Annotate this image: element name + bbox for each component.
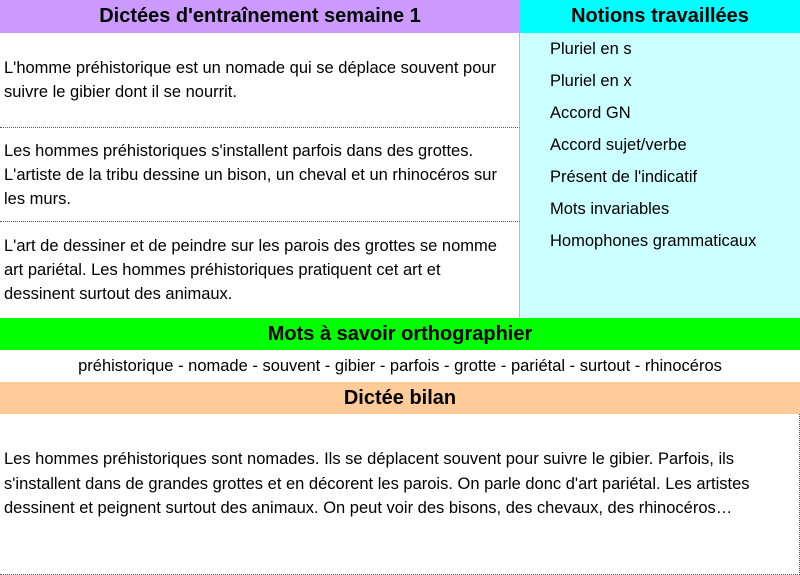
bilan-text: Les hommes préhistoriques sont nomades. Ils se déplacent souvent pour suivre le gibier. Parfois, ils s'installent dans de grandes grottes et en décorent les parois. On parle donc d'art pariétal. Les artistes dessinent et peignent surtout des animaux. On peut voir des bisons, des chevaux, des rhinocéros… [4, 450, 750, 517]
notions-header-title: Notions travaillées [571, 5, 749, 27]
bilan-header [0, 382, 800, 414]
dictee-2 [0, 128, 520, 222]
mots-list-text: préhistorique - nomade - souvent - gibier - parfois - grotte - pariétal - surtout - rhinocéros [78, 357, 722, 375]
notion-item: Mots invariables [550, 200, 670, 218]
notion-item: Accord GN [550, 104, 631, 122]
notion-item: Accord sujet/verbe [550, 136, 687, 154]
notions-list [520, 33, 800, 318]
bilan-header-title: Dictée bilan [343, 387, 457, 409]
dictee-2-text: Les hommes préhistoriques s'installent parfois dans des grottes. L'artiste de la tribu dessine un bison, un cheval et un rhinocéros sur les murs. [4, 141, 497, 208]
dictees-header [0, 0, 520, 33]
dictee-3 [0, 222, 520, 318]
dictee-1-text: L'homme préhistorique est un nomade qui se déplace souvent pour suivre le gibier dont il se nourrit. [4, 59, 497, 101]
notion-item: Homophones grammaticaux [550, 232, 757, 250]
dictees-header-title: Dictées d'entraînement semaine 1 [99, 5, 421, 27]
mots-list [0, 350, 800, 382]
mots-header [0, 318, 800, 350]
mots-header-title: Mots à savoir orthographier [267, 323, 533, 345]
dictee-3-text: L'art de dessiner et de peindre sur les parois des grottes se nomme art pariétal. Les hommes préhistoriques pratiquent cet art et dessinent surtout des animaux. [4, 237, 497, 303]
notions-header [520, 0, 800, 33]
bilan-body [0, 414, 800, 575]
notion-item: Pluriel en x [550, 72, 632, 90]
notion-item: Pluriel en s [550, 40, 632, 58]
notion-item: Présent de l'indicatif [550, 168, 698, 186]
dictee-1 [0, 33, 520, 128]
